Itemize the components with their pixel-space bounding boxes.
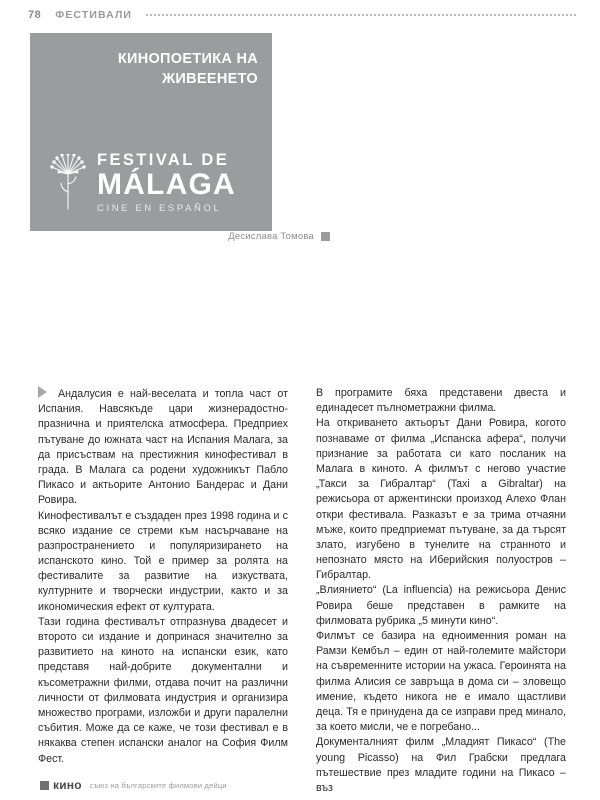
dandelion-icon <box>48 154 88 212</box>
paragraph: Кинофестивалът е създаден през 1998 година и с всяко издание се стреми към насърчаване на разпространението и популяризирането на испанското кино. Той е пример за ролята на фестивалите за развитие на изкуствата, културните и творчески индустрии, както и за икономическия ефект от културата. <box>38 509 288 613</box>
article-headline <box>118 50 258 89</box>
paragraph: На откриването актьорът Дани Ровира, когото познаваме от филма „Испанска афера“, получи признание за работата си като посланик на Малага в киното. А филмът с негово участие „Такси за Гибралтар“ (Taxi a Gibraltar) на режисьора от аржентински произход Алехо Флан откри фестивала. Разказът е за трима отчаяни мъже, които предприемат пътуване, за да търсят злато, изгубено в тунелите на странното и непознато място на Иберийския полуостров – Гибралтар. <box>316 417 566 582</box>
headline-line-1: КИНОПОЕТИКА НА <box>117 51 258 67</box>
logo-line-cine-en-espanol: CINE EN ESPAÑOL <box>97 202 222 214</box>
footer-square-logo <box>40 781 49 790</box>
section-label: ФЕСТИВАЛИ <box>55 9 133 21</box>
paragraph <box>38 386 288 509</box>
column-left <box>38 386 288 796</box>
page-number: 78 <box>28 9 42 21</box>
festival-logo-text <box>97 152 236 213</box>
paragraph: „Влиянието“ (La influencia) на режисьора Денис Ровира беше представен в рамките на филмовата рубрика „5 минути кино“. <box>316 584 566 627</box>
byline-square-mark <box>321 232 330 241</box>
paragraph: Тази година фестивалът отпразнува двадесет и второто си издание и допринася значително за развитието на киното на испански език, като представя най-добрите документални и късометражни филми, отдава почит на различни личности от филмовата индустрия и организира множество програми, изложби и други паралелни събития. Може да се каже, че този фестивал е в някаква степен испански аналог на София Филм Фест. <box>38 615 288 765</box>
headline-line-2: ЖИВЕЕНЕТО <box>162 70 258 87</box>
paragraph: В програмите бяха представени двеста и единадесет пълнометражни филма. <box>316 387 566 415</box>
paragraph-text: Андалусия е най-веселата и топла част от Испания. Навсякъде цари жизнерадостно-празнична и приятелска атмосфера. Предприех пътуване до южната част на Испания Малага, за да присъствам на престижния кинофестивал в града. В Малага са родени художникът Пабло Пикасо и актьорите Антонио Бандерас и Дани Ровира. <box>38 388 288 507</box>
article-body <box>38 386 566 796</box>
byline <box>30 231 330 242</box>
footer <box>40 778 227 792</box>
running-head <box>28 6 576 24</box>
dot-leader <box>146 14 576 16</box>
footer-tagline: съюз на българските филмови дейци <box>89 780 227 790</box>
hero-block <box>30 33 272 231</box>
logo-line-malaga: MÁLAGA <box>97 167 236 201</box>
author-name: Десислава Томова <box>228 231 314 242</box>
lead-triangle-icon <box>38 386 47 398</box>
paragraph: Документалният филм „Младият Пикасо“ (The young Picasso) на Фил Грабски предлага пътешествие през младите години на Пикасо – въз <box>316 736 566 794</box>
paragraph: Филмът се базира на едноименния роман на Рамзи Кембъл – един от най-големите майстори на съвременните истории на ужаса. Героинята на филма Алисия се завръща в дома си – зловещо имение, където никога не е имало щастливи деца. Тя е принудена да се изправи пред минало, за което мисли, че е погребано... <box>316 630 566 734</box>
logo-line-festival-de: FESTIVAL DE <box>97 151 230 169</box>
column-right <box>316 386 566 796</box>
festival-logo <box>48 152 236 213</box>
footer-brand-name: кино <box>53 778 82 792</box>
